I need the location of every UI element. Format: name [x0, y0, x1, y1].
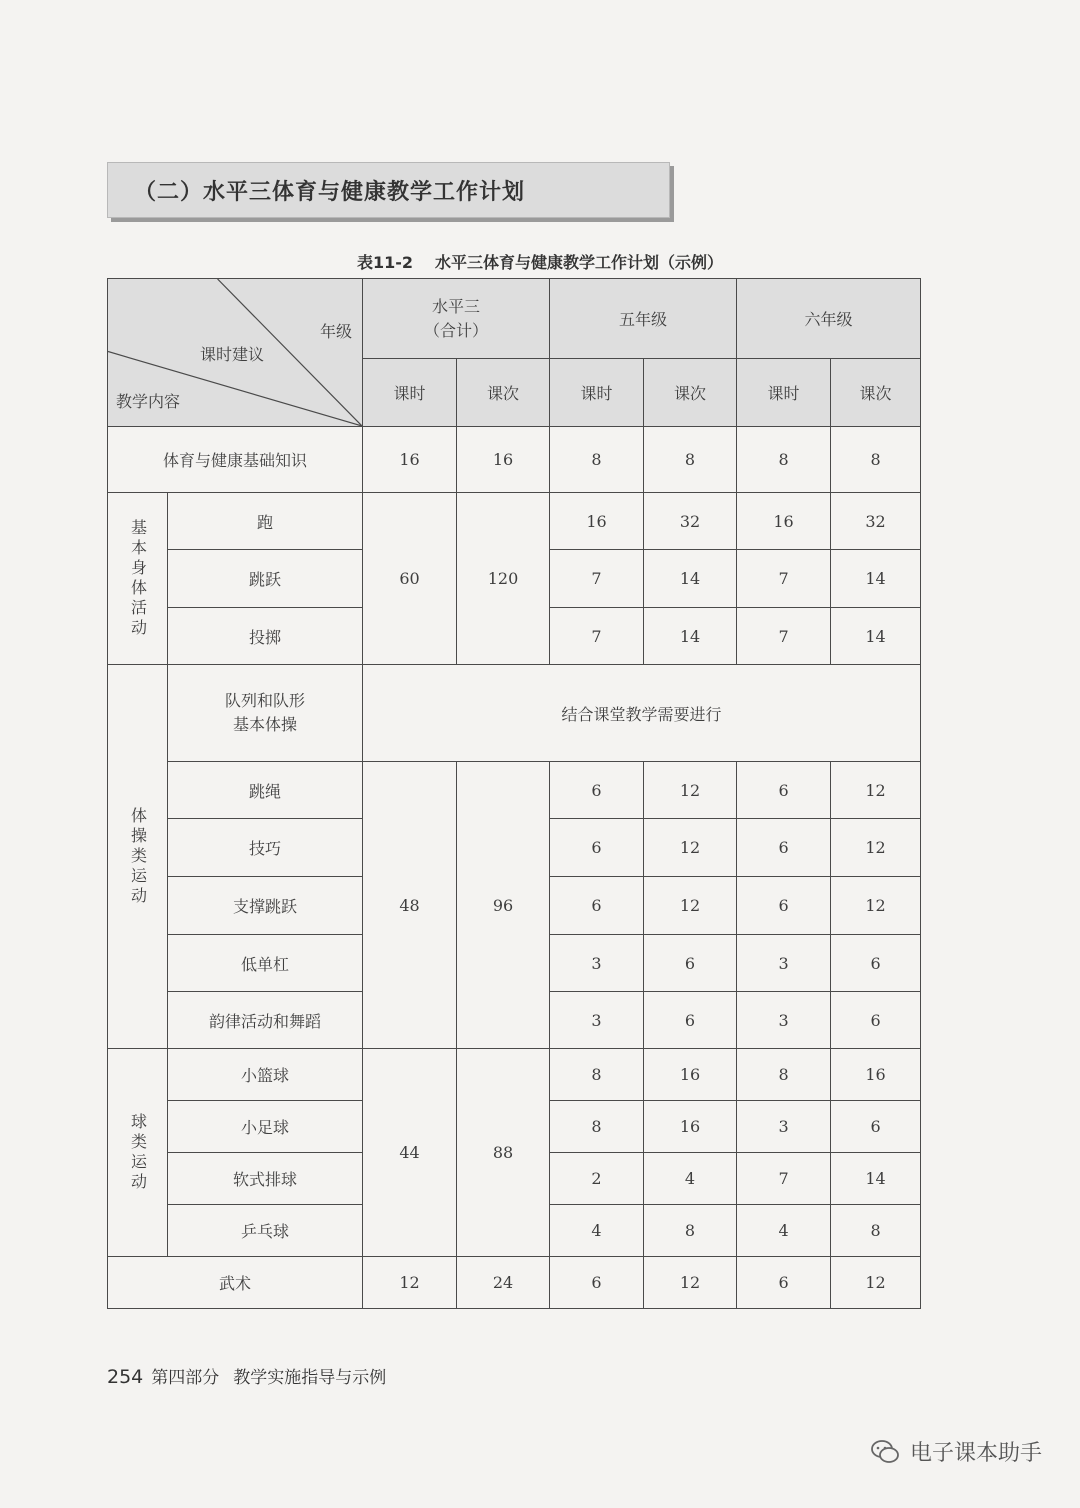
formation-line2: 基本体操	[232, 715, 297, 734]
cell: 32	[831, 493, 921, 550]
col-hours-grade5: 课时	[550, 359, 644, 427]
cell: 4	[550, 1205, 644, 1257]
group-label	[108, 493, 168, 665]
table-row	[108, 427, 921, 493]
diagonal-header-cell	[108, 279, 363, 427]
teaching-plan-table	[107, 278, 921, 1309]
group-label	[108, 665, 168, 1049]
cell: 4	[737, 1205, 831, 1257]
total-cell: 44	[363, 1049, 457, 1257]
cell: 7	[737, 550, 831, 608]
cell: 6	[831, 1101, 921, 1153]
total-cell: 88	[457, 1049, 550, 1257]
row-label: 支撑跳跃	[168, 877, 363, 935]
group-label	[108, 1049, 168, 1257]
group-text: 基本身体活动	[128, 518, 148, 639]
total-cell: 96	[457, 762, 550, 1049]
cell: 14	[831, 608, 921, 665]
cell: 12	[644, 1257, 737, 1309]
row-label: 韵律活动和舞蹈	[168, 992, 363, 1049]
cell: 12	[831, 877, 921, 935]
page-number: 254	[107, 1366, 144, 1388]
cell: 7	[550, 550, 644, 608]
formation-note: 结合课堂教学需要进行	[363, 665, 921, 762]
cell: 3	[550, 992, 644, 1049]
cell: 12	[644, 762, 737, 819]
row-label: 小足球	[168, 1101, 363, 1153]
table-row	[108, 1257, 921, 1309]
grade-label: 年级	[319, 322, 352, 341]
cell: 8	[644, 427, 737, 493]
row-label: 体育与健康基础知识	[108, 427, 363, 493]
cell: 12	[831, 762, 921, 819]
section-title: （二）水平三体育与健康教学工作计划	[107, 162, 670, 218]
cell: 6	[644, 935, 737, 992]
cell: 6	[831, 935, 921, 992]
cell: 16	[550, 493, 644, 550]
total-cell: 60	[363, 493, 457, 665]
cell: 8	[737, 427, 831, 493]
cell: 2	[550, 1153, 644, 1205]
table-number: 表11-2	[356, 253, 414, 272]
cell: 6	[550, 877, 644, 935]
cell: 16	[457, 427, 550, 493]
row-label: 小篮球	[168, 1049, 363, 1101]
row-label: 软式排球	[168, 1153, 363, 1205]
cell: 7	[550, 608, 644, 665]
cell: 14	[831, 1153, 921, 1205]
cell: 16	[737, 493, 831, 550]
cell: 7	[737, 608, 831, 665]
row-label: 跳绳	[168, 762, 363, 819]
col-times-grade5: 课次	[644, 359, 737, 427]
group-text: 球类运动	[128, 1112, 148, 1193]
cell: 4	[644, 1153, 737, 1205]
group-text: 体操类运动	[128, 806, 148, 907]
cell: 12	[831, 819, 921, 877]
wechat-watermark	[870, 1436, 1042, 1467]
cell: 6	[737, 819, 831, 877]
row-label: 投掷	[168, 608, 363, 665]
cell: 12	[644, 877, 737, 935]
cell: 3	[737, 1101, 831, 1153]
page-footer	[107, 1363, 386, 1388]
grade6-header: 六年级	[737, 279, 921, 359]
level-sub-label: （合计）	[424, 320, 489, 340]
total-cell: 120	[457, 493, 550, 665]
cell: 8	[737, 1049, 831, 1101]
cell: 6	[737, 877, 831, 935]
header-row-1	[108, 279, 921, 359]
cell: 12	[831, 1257, 921, 1309]
table-row	[108, 493, 921, 550]
cell: 16	[644, 1101, 737, 1153]
cell: 14	[831, 550, 921, 608]
row-label	[168, 665, 363, 762]
row-label: 乒乓球	[168, 1205, 363, 1257]
col-hours-level: 课时	[363, 359, 457, 427]
cell: 16	[644, 1049, 737, 1101]
cell: 8	[550, 1101, 644, 1153]
cell: 6	[550, 819, 644, 877]
cell: 3	[737, 935, 831, 992]
col-times-level: 课次	[457, 359, 550, 427]
watermark-text: 电子课本助手	[909, 1441, 1042, 1466]
cell: 6	[737, 1257, 831, 1309]
level-label: 水平三	[432, 296, 481, 316]
cell: 14	[644, 608, 737, 665]
cell: 8	[550, 427, 644, 493]
cell: 6	[644, 992, 737, 1049]
col-hours-grade6: 课时	[737, 359, 831, 427]
cell: 8	[831, 1205, 921, 1257]
cell: 6	[831, 992, 921, 1049]
grade5-header: 五年级	[550, 279, 737, 359]
col-times-grade6: 课次	[831, 359, 921, 427]
chapter-label: 教学实施指导与示例	[233, 1368, 387, 1388]
content-label: 教学内容	[116, 392, 181, 411]
table-row	[108, 762, 921, 819]
cell: 12	[644, 819, 737, 877]
cell: 6	[550, 762, 644, 819]
table-row	[108, 1049, 921, 1101]
level-header	[363, 279, 550, 359]
cell: 6	[737, 762, 831, 819]
cell: 8	[831, 427, 921, 493]
cell: 24	[457, 1257, 550, 1309]
wechat-icon	[870, 1439, 900, 1465]
cell: 12	[363, 1257, 457, 1309]
cell: 3	[550, 935, 644, 992]
total-cell: 48	[363, 762, 457, 1049]
cell: 16	[363, 427, 457, 493]
row-label: 低单杠	[168, 935, 363, 992]
cell: 16	[831, 1049, 921, 1101]
row-label: 武术	[108, 1257, 363, 1309]
table-title: 水平三体育与健康教学工作计划（示例）	[435, 253, 724, 272]
cell: 6	[550, 1257, 644, 1309]
formation-line1: 队列和队形	[224, 691, 305, 710]
table-row	[108, 665, 921, 762]
cell: 8	[550, 1049, 644, 1101]
cell: 14	[644, 550, 737, 608]
part-label: 第四部分	[151, 1368, 220, 1388]
cell: 7	[737, 1153, 831, 1205]
cell: 3	[737, 992, 831, 1049]
row-label: 技巧	[168, 819, 363, 877]
hours-hint-label: 课时建议	[200, 345, 265, 364]
cell: 8	[644, 1205, 737, 1257]
row-label: 跳跃	[168, 550, 363, 608]
cell: 32	[644, 493, 737, 550]
row-label: 跑	[168, 493, 363, 550]
table-caption	[0, 250, 1080, 273]
